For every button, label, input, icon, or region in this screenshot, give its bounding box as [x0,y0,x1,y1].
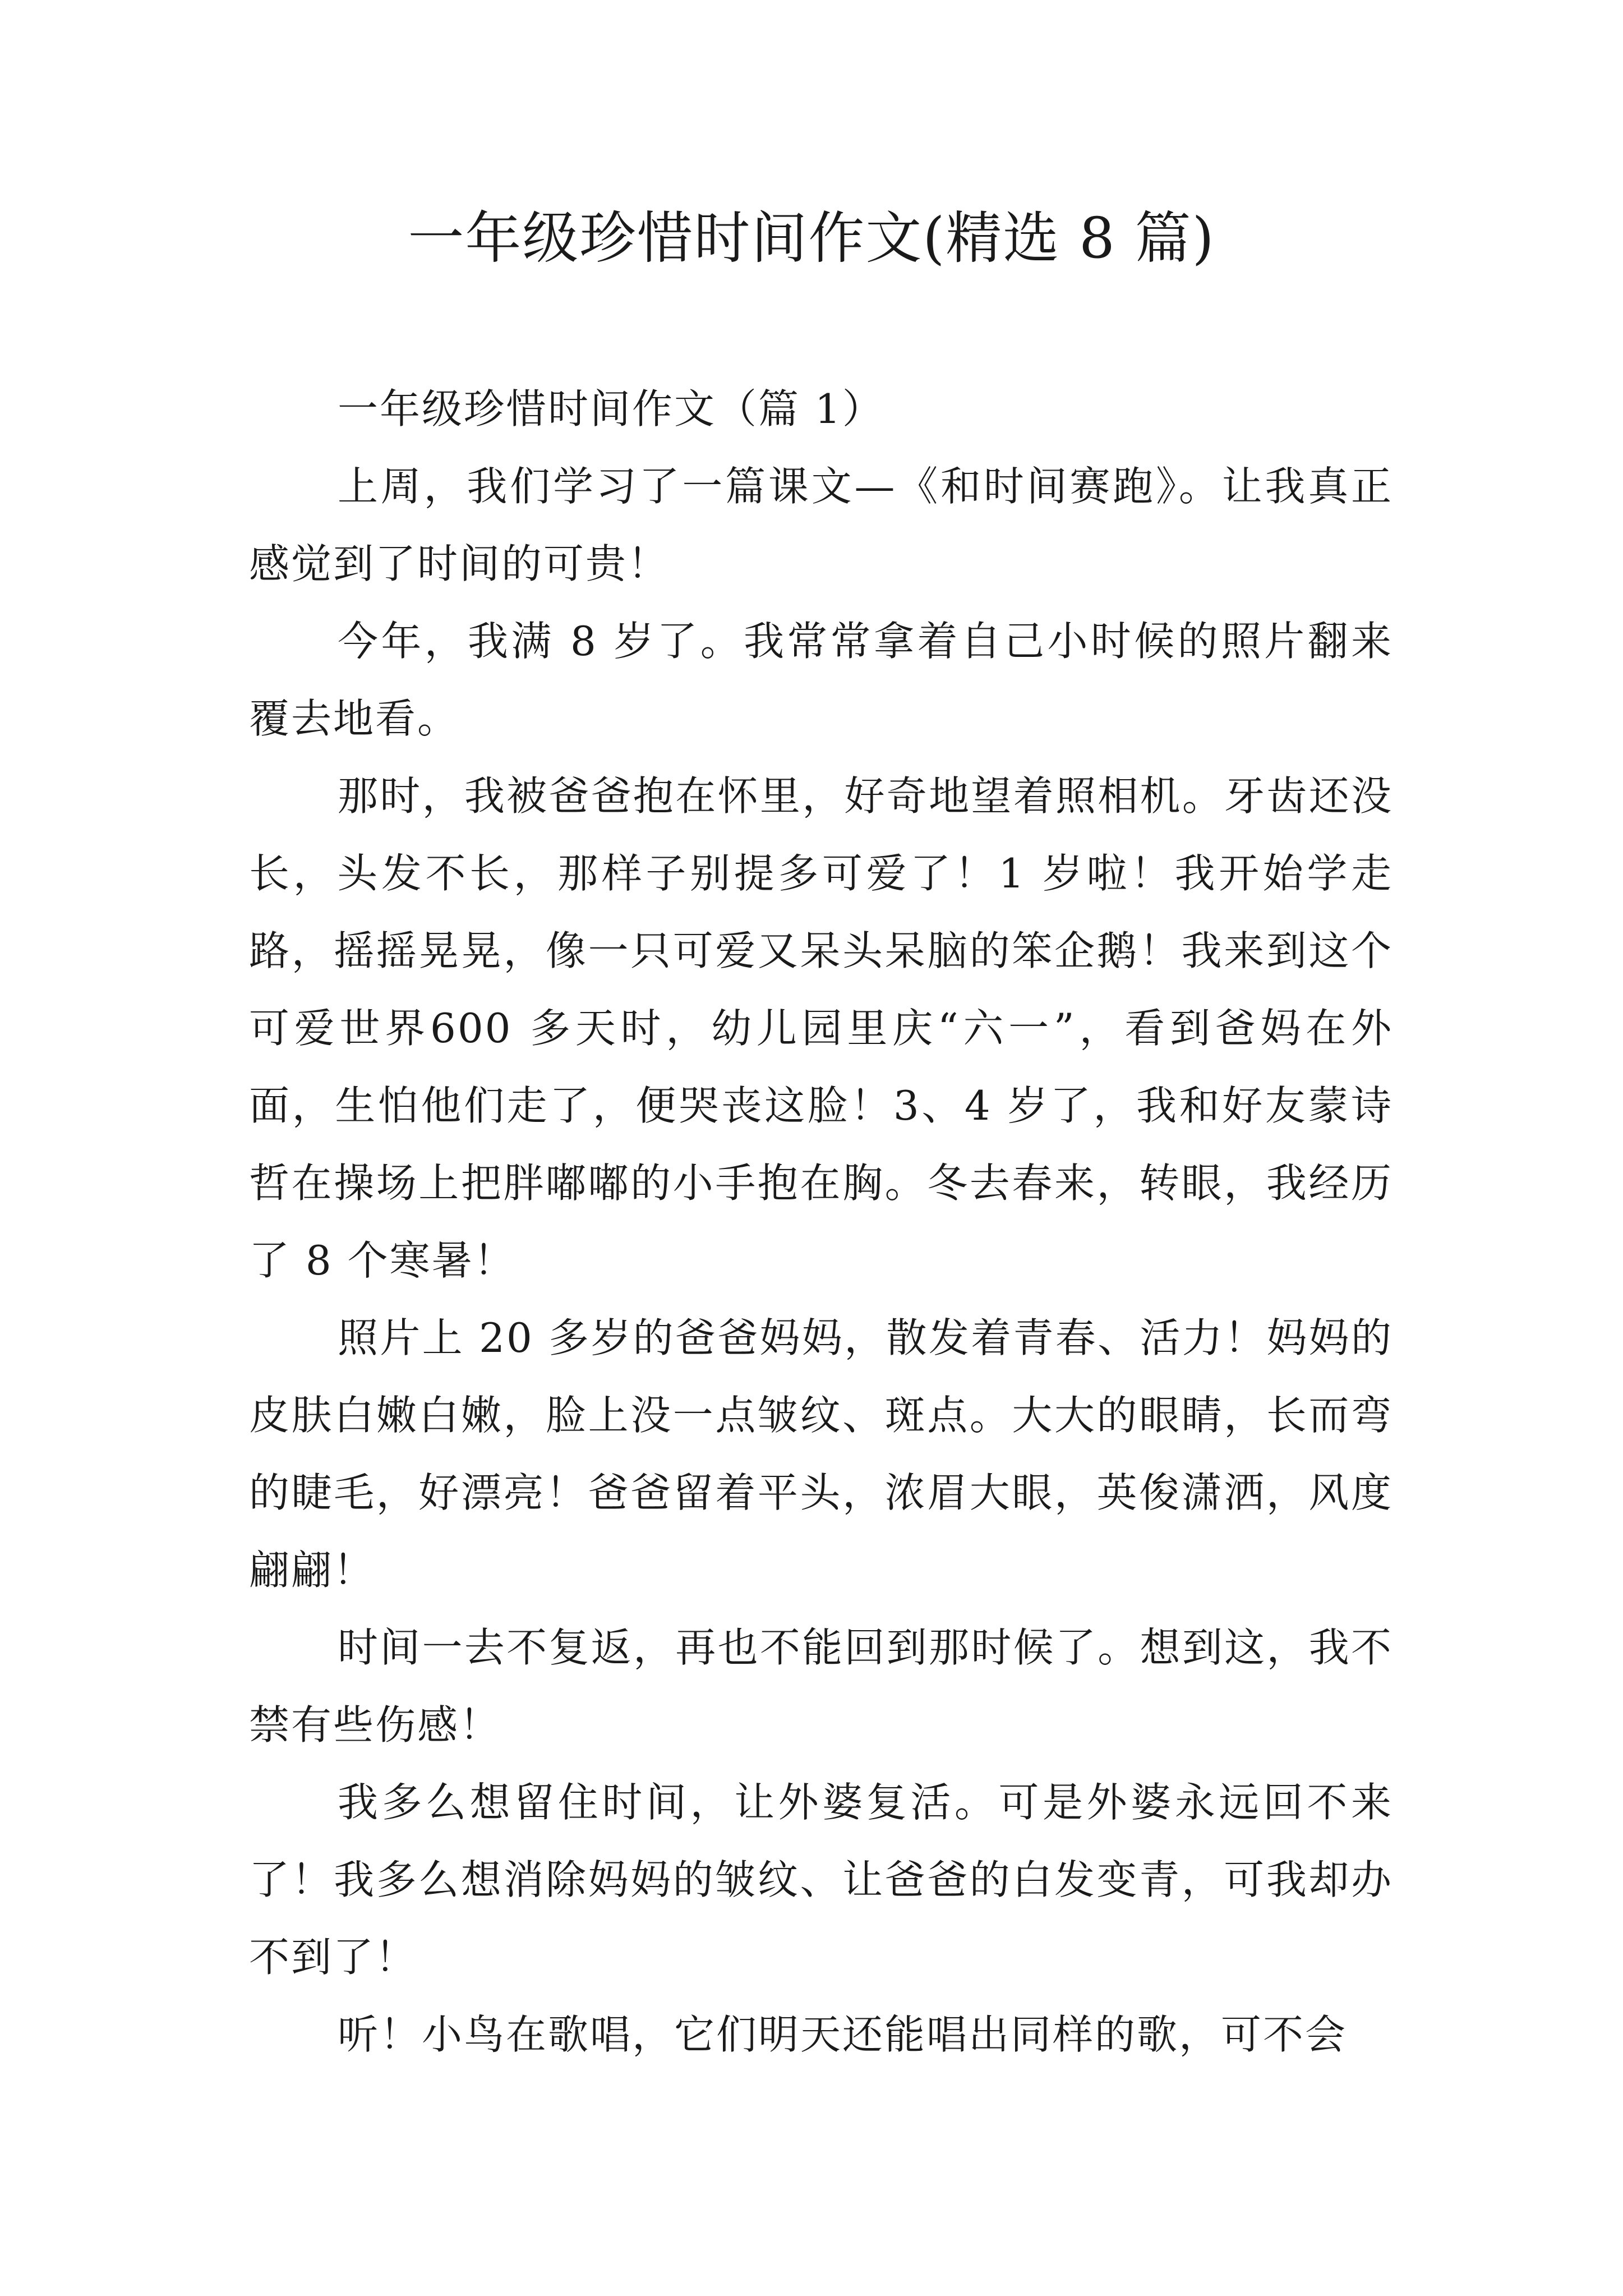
paragraph: 照片上 20 多岁的爸爸妈妈，散发着青春、活力！妈妈的皮肤白嫩白嫩，脸上没一点皱纹、斑点。大大的眼睛，长而弯的睫毛，好漂亮！爸爸留着平头，浓眉大眼，英俊潇洒，风度翩翩！ [249,1314,1393,1594]
paragraph: 我多么想留住时间，让外婆复活。可是外婆永远回不来了！我多么想消除妈妈的皱纹、让爸爸的白发变青，可我却办不到了！ [249,1779,1393,1981]
paragraph: 那时，我被爸爸抱在怀里，好奇地望着照相机。牙齿还没长，头发不长，那样子别提多可爱了！1 岁啦！我开始学走路，摇摇晃晃，像一只可爱又呆头呆脑的笨企鹅！我来到这个可爱世界600 多天时，幼儿园里庆“六一”，看到爸妈在外面，生怕他们走了，便哭丧这脸！3、4 岁了，我和好友蒙诗哲在操场上把胖嘟嘟的小手抱在胸。冬去春来，转眼，我经历了 8 个寒暑！ [249,772,1393,1284]
paragraph: 上周，我们学习了一篇课文—《和时间赛跑》。让我真正感觉到了时间的可贵！ [249,463,1393,587]
paragraph: 听！小鸟在歌唱，它们明天还能唱出同样的歌，可不会 [338,2011,1348,2058]
document-body [249,370,1393,2073]
paragraph: 今年，我满 8 岁了。我常常拿着自己小时候的照片翻来覆去地看。 [249,618,1393,742]
paragraph: 时间一去不复返，再也不能回到那时候了。想到这，我不禁有些伤感！ [249,1624,1393,1749]
section-heading: 一年级珍惜时间作文（篇 1） [338,385,884,432]
document-title: 一年级珍惜时间作文(精选 8 篇) [408,205,1215,271]
